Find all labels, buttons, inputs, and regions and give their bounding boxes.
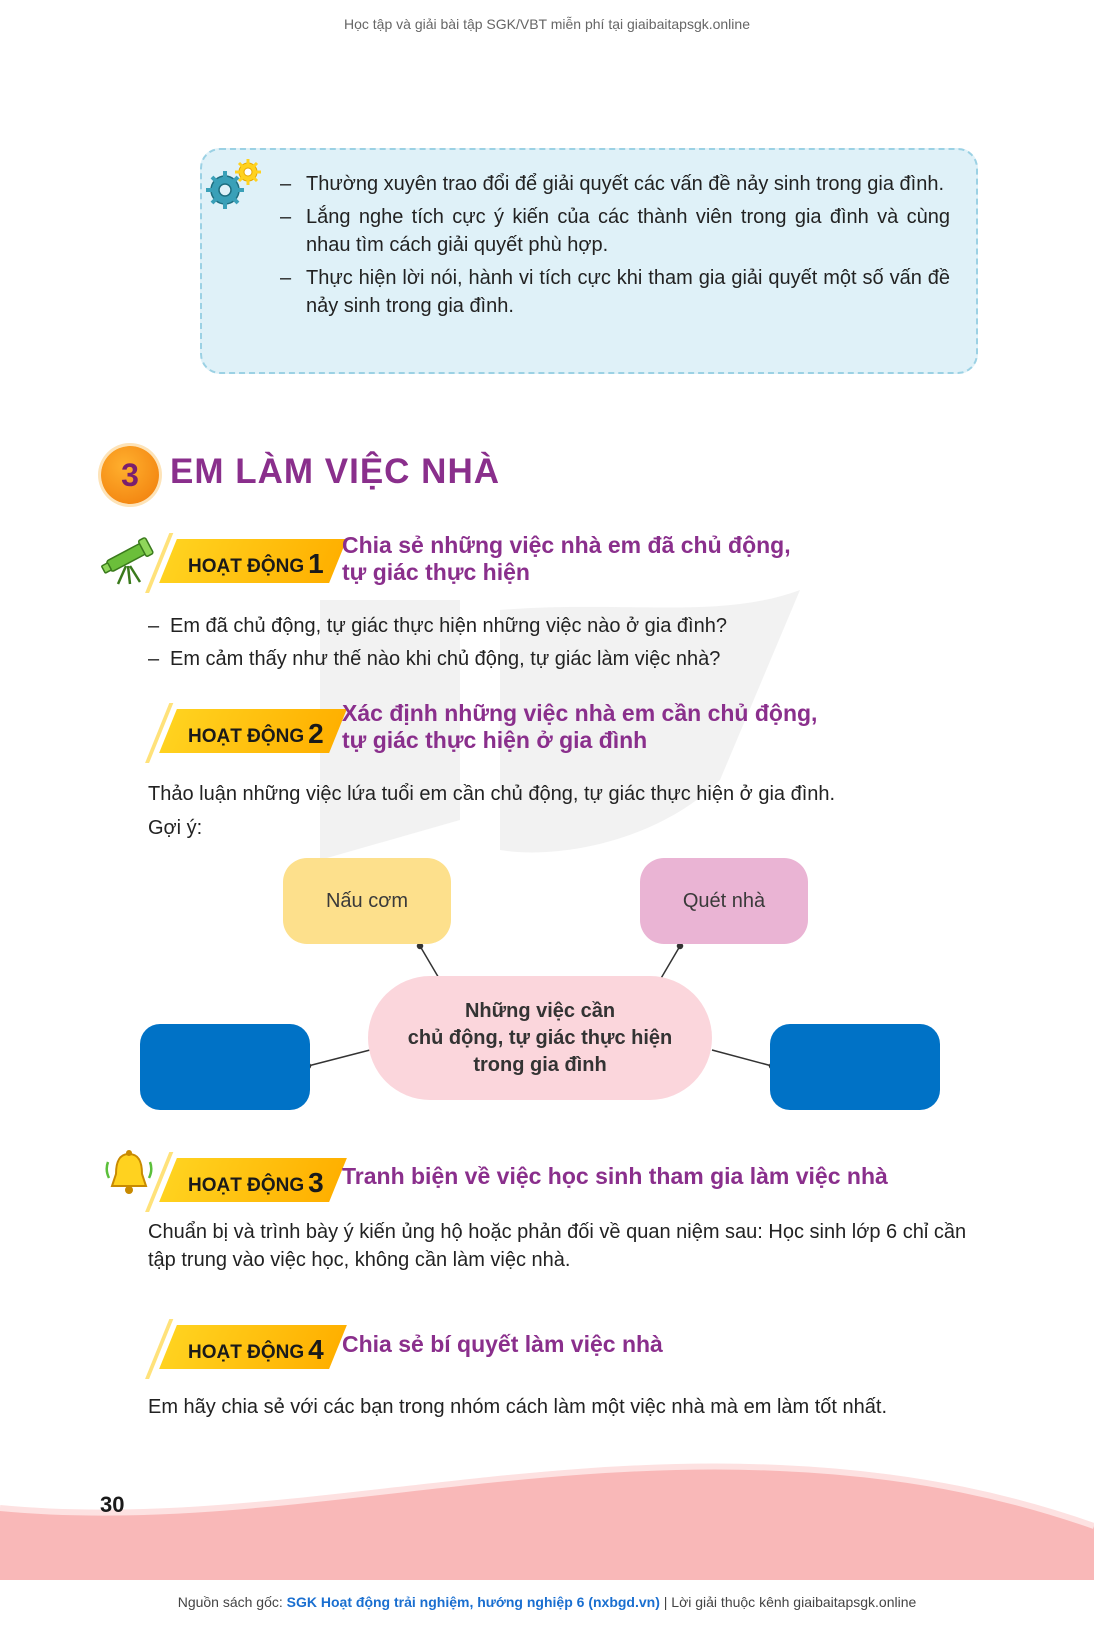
diagram-node-top-right: Quét nhà bbox=[640, 858, 808, 944]
activity-2-text: Thảo luận những việc lứa tuổi em cần chủ động, tự giác thực hiện ở gia đình. bbox=[148, 783, 836, 805]
section-title: EM LÀM VIỆC NHÀ bbox=[170, 452, 500, 491]
activity-2-hint: Gợi ý: bbox=[148, 817, 203, 839]
activity-4-text: Em hãy chia sẻ với các bạn trong nhóm cách làm một việc nhà mà em làm tốt nhất. bbox=[148, 1396, 888, 1418]
diagram-node-blank-left bbox=[140, 1024, 310, 1110]
activity-badge-2: HOẠT ĐỘNG 2 bbox=[150, 703, 340, 757]
activity-badge-4: HOẠT ĐỘNG 4 bbox=[150, 1319, 340, 1373]
activity-2-title: Xác định những việc nhà em cần chủ động, tự giác thực hiện ở gia đình bbox=[342, 700, 818, 753]
source-note: Nguồn sách gốc: SGK Hoạt động trải nghiệm, hướng nghiệp 6 (nxbgd.vn) | Lời giải thuộc kênh giaibaitapsgk.online bbox=[177, 1594, 917, 1610]
summary-item: – Thực hiện lời nói, hành vi tích cực khi tham gia giải quyết một số vấn đề nảy sinh trong gia đình. bbox=[280, 267, 950, 317]
activity-4-title: Chia sẻ bí quyết làm việc nhà bbox=[342, 1331, 663, 1357]
activity-1-title: Chia sẻ những việc nhà em đã chủ động, tự giác thực hiện bbox=[342, 532, 791, 585]
bottom-wave-decoration bbox=[0, 1460, 1094, 1580]
activity-3-text: Chuẩn bị và trình bày ý kiến ủng hộ hoặc phản đối về quan niệm sau: Học sinh lớp 6 chỉ cần tập trung vào việc học, không cần làm việc nhà. bbox=[148, 1221, 967, 1271]
diagram-center-node: Những việc cần chủ động, tự giác thực hiện trong gia đình bbox=[368, 976, 712, 1100]
summary-item: – Thường xuyên trao đổi để giải quyết các vấn đề nảy sinh trong gia đình. bbox=[280, 173, 945, 195]
activity-badge-1: HOẠT ĐỘNG 1 bbox=[150, 533, 340, 587]
source-link[interactable]: SGK Hoạt động trải nghiệm, hướng nghiệp 6 (nxbgd.vn) bbox=[286, 1594, 660, 1610]
page-number: 30 bbox=[100, 1492, 125, 1517]
summary-item: – Lắng nghe tích cực ý kiến của các thành viên trong gia đình và cùng nhau tìm cách giải quyết phù hợp. bbox=[280, 206, 950, 256]
section-number: 3 bbox=[101, 446, 159, 504]
activity-badge-3: HOẠT ĐỘNG 3 bbox=[150, 1152, 340, 1206]
gears-icon bbox=[205, 158, 265, 214]
bell-icon bbox=[104, 1148, 154, 1200]
activity-1-questions bbox=[148, 612, 948, 678]
diagram-node-blank-right bbox=[770, 1024, 940, 1110]
activity-3-title: Tranh biện về việc học sinh tham gia làm việc nhà bbox=[342, 1163, 888, 1189]
diagram-node-top-left: Nấu cơm bbox=[283, 858, 451, 944]
list-item: – Em cảm thấy như thế nào khi chủ động, tự giác làm việc nhà? bbox=[148, 648, 721, 670]
summary-list bbox=[280, 170, 950, 325]
list-item: – Em đã chủ động, tự giác thực hiện những việc nào ở gia đình? bbox=[148, 615, 727, 637]
top-website-note: Học tập và giải bài tập SGK/VBT miễn phí tại giaibaitapsgk.online bbox=[344, 16, 750, 32]
